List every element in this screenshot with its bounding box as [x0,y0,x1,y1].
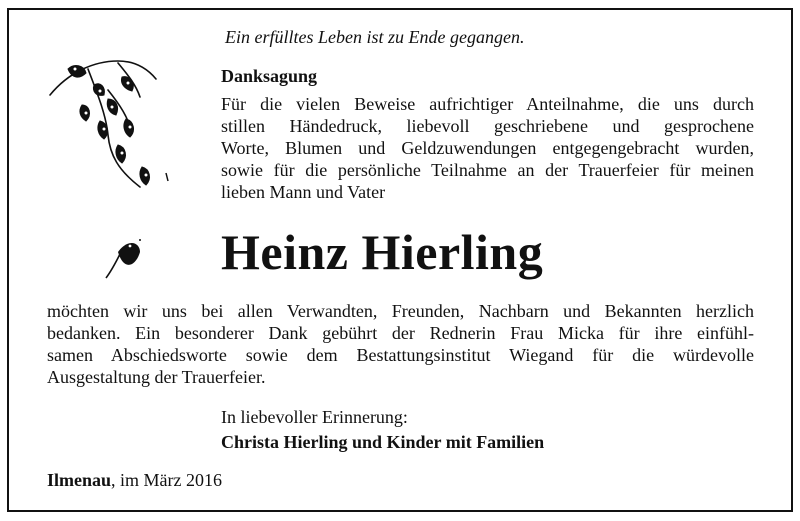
intro-paragraph [221,93,754,203]
intro-line: stillen Händedruck, liebevoll geschriebene und gesprochene [221,116,754,136]
body-line: möchten wir uns bei allen Verwandten, Freunden, Nachbarn und Bekannten herzlich [47,301,754,321]
intro-line: Worte, Blumen und Geldzuwendungen entgegengebracht wurden, [221,138,754,158]
intro-line: sowie für die persönliche Teilnahme an der Trauerfeier für meinen [221,160,754,180]
memory-line: In liebevoller Erinnerung: [221,407,408,427]
motto: Ein erfülltes Leben ist zu Ende gegangen. [225,27,525,47]
deceased-name: Heinz Hierling [221,224,544,280]
family-signature: Christa Hierling und Kinder mit Familien [221,432,545,452]
falling-leaf-icon [104,228,144,284]
intro-line: lieben Mann und Vater [221,182,386,202]
place-date [47,470,222,491]
body-line: samen Abschiedsworte sowie dem Bestattungsinstitut Wiegand für die würdevolle [47,345,754,365]
birch-branch-icon [48,55,178,200]
body-paragraph [47,300,754,388]
intro-line: Für die vielen Beweise aufrichtiger Anteilnahme, die uns durch [221,94,754,114]
body-line: Ausgestaltung der Trauerfeier. [47,367,266,387]
place: Ilmenau [47,470,112,490]
body-line: bedanken. Ein besonderer Dank gebührt der Rednerin Frau Micka für ihre einfühl- [47,323,754,343]
date: , im März 2016 [111,470,222,490]
notice-heading: Danksagung [221,66,318,86]
